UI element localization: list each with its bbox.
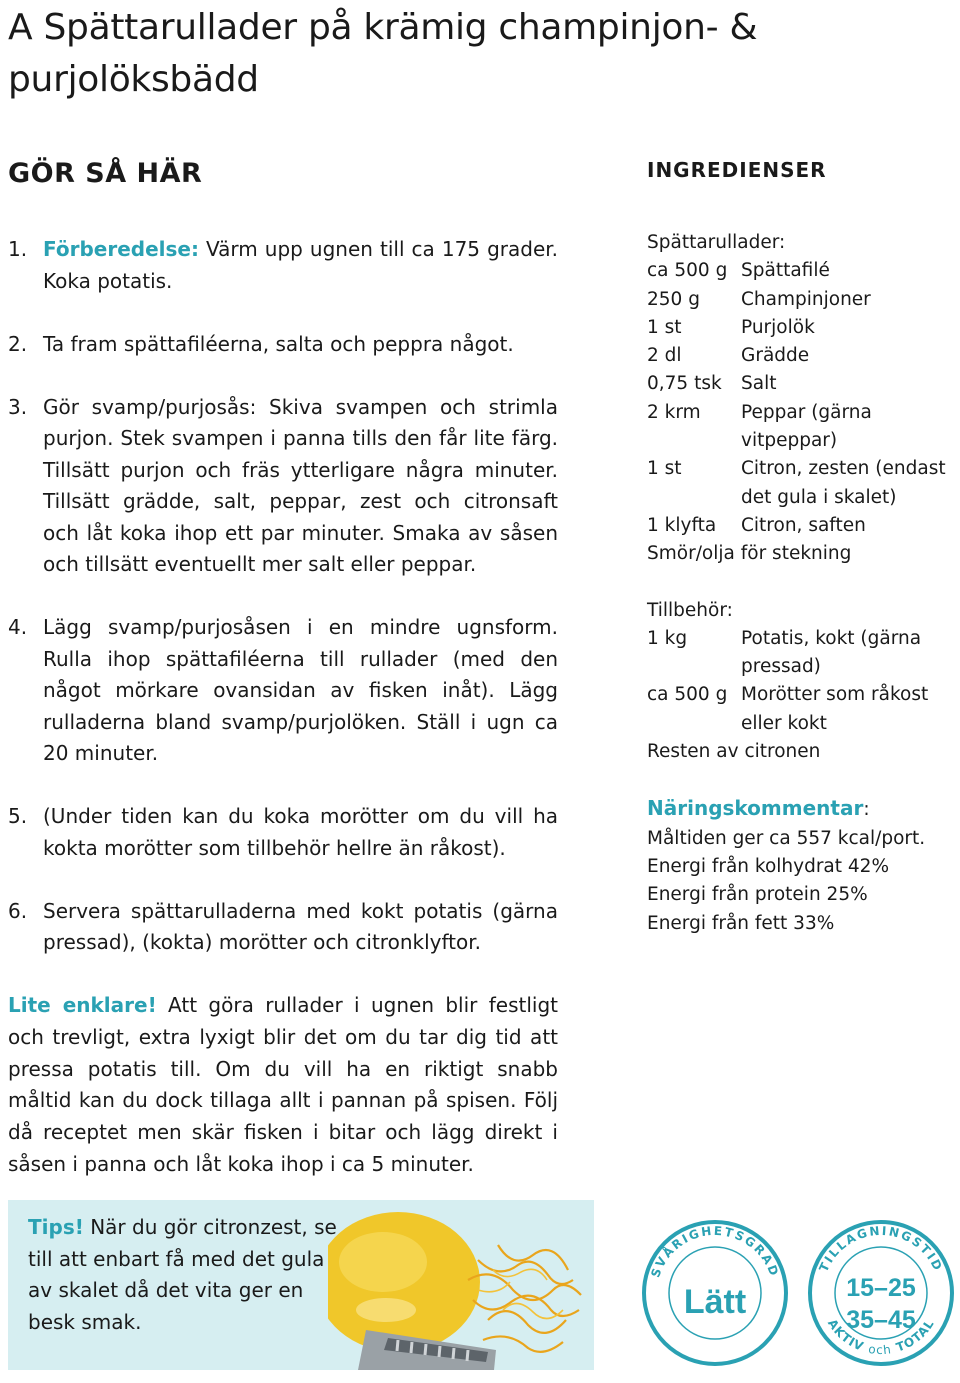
step-text: Servera spättarulladerna med kokt potatis (gärna pressad), (kokta) morötter och citronklyftor. (43, 898, 558, 954)
easier-lead: Lite enklare! (8, 993, 157, 1017)
difficulty-arc-label: SVÅRIGHETSGRAD (648, 1223, 782, 1280)
step-2 (8, 329, 558, 361)
nutrition-colon: : (863, 799, 870, 821)
tips-text (28, 1212, 338, 1338)
nutrition-line: Måltiden ger ca 557 kcal/port. (647, 827, 926, 849)
ingredient-qty: 1 st (647, 316, 682, 338)
recipe-title: A Spättarullader på krämig champinjon- & purjolöksbädd (8, 7, 758, 100)
step-number: 3. (8, 394, 28, 419)
ingredient-name: Grädde (741, 345, 810, 367)
step-number: 5. (8, 804, 28, 828)
ingredient-name: Citron, saften (741, 514, 866, 536)
ingredients-main-heading: Spättarullader: (647, 232, 786, 253)
time-arc-top-label: TILLAGNINGSTID (816, 1223, 946, 1275)
ingredient-name: Citron, zesten (endast det gula i skalet) (741, 458, 946, 508)
tips-box (8, 1200, 594, 1370)
total-time-value: 35–45 (846, 1306, 916, 1334)
step-text (43, 234, 558, 297)
nutrition-title: Näringskommentar (647, 796, 864, 821)
difficulty-badge (640, 1218, 790, 1368)
side-dish-row (647, 625, 957, 682)
spacer (647, 569, 957, 597)
ingredient-row (647, 399, 957, 456)
ingredient-row (647, 342, 957, 370)
easier-text: Att göra rullader i ugnen blir festligt och trevligt, extra lyxigt blir det om du tar dig tid att pressa potatis till. Om du vill ha en riktigt snabb måltid kan du dock tillaga allt i pannan på spisen. Följ då receptet men skär fisken i bitar och lägg direkt i såsen i panna och låt koka ihop i ca 5 minuter. (8, 993, 558, 1176)
easier-note (8, 990, 558, 1181)
step-number: 2. (8, 331, 28, 356)
nutrition-heading (647, 794, 957, 824)
step-number: 1. (8, 237, 28, 261)
ingredient-qty: 1 klyfta (647, 514, 717, 536)
step-5 (8, 801, 558, 864)
and-label: och (867, 1341, 893, 1358)
ingredient-qty: 1 st (647, 458, 682, 480)
ingredient-extra: Smör/olja för stekning (647, 543, 852, 565)
step-number: 4. (8, 615, 28, 639)
ingredient-qty: 2 krm (647, 401, 701, 423)
step-lead: Förberedelse: (43, 237, 199, 261)
active-time-value: 15–25 (846, 1274, 916, 1302)
step-text: Lägg svamp/purjosåsen i en mindre ugnsform. Rulla ihop spättafiléerna till rullader (med den något mörkare ovansidan av fisken inåt). Lägg rulladerna bland svamp/purjolöken. Ställ i ugn ca 20 minuter. (43, 615, 558, 765)
lemon-zester-photo (328, 1200, 594, 1370)
side-dishes-heading: Tillbehör: (647, 599, 733, 621)
ingredients-list (647, 229, 957, 938)
step-body: Värm upp ugnen till ca 175 grader. Koka potatis. (43, 237, 558, 293)
total-label: TOTAL (894, 1316, 938, 1355)
side-dish-extra: Resten av citronen (647, 741, 821, 763)
ingredient-qty: ca 500 g (647, 260, 728, 282)
ingredients-heading: INGREDIENSER (647, 158, 827, 182)
ingredient-name: Salt (741, 373, 777, 395)
nutrition-line: Energi från fett 33% (647, 912, 835, 934)
ingredient-qty: 2 dl (647, 345, 682, 367)
tips-body: När du gör citronzest, se till att enbart få med det gula av skalet då det vita ger en besk smak. (28, 1215, 337, 1334)
step-text: Ta fram spättafiléerna, salta och peppra något. (43, 331, 514, 356)
side-dish-row (647, 681, 957, 738)
spacer (647, 766, 957, 794)
ingredient-row (647, 370, 957, 398)
ingredient-row (647, 455, 957, 512)
tips-lead: Tips! (28, 1215, 84, 1239)
method-steps (8, 234, 558, 990)
step-text: (Under tiden kan du koka morötter om du vill ha kokta morötter som tillbehör hellre än råkost). (43, 804, 558, 860)
ingredient-row (647, 512, 957, 540)
ingredient-name: Champinjoner (741, 288, 871, 310)
ingredient-name: Potatis, kokt (gärna pressad) (741, 627, 922, 678)
ingredient-name: Spättafilé (741, 260, 830, 282)
ingredient-name: Morötter som råkost eller kokt (741, 684, 929, 734)
ingredient-qty: 1 kg (647, 627, 688, 649)
nutrition-line: Energi från protein 25% (647, 884, 868, 906)
step-number: 6. (8, 898, 28, 923)
step-4 (8, 612, 558, 770)
ingredient-row (647, 314, 957, 342)
step-text: Gör svamp/purjosås: Skiva svampen och strimla purjon. Stek svampen i panna tills den får lite färg. Tillsätt purjon och fräs ytterligare några minuter. Tillsätt grädde, salt, peppar, zest och citronsaft och låt koka ihop ett par minuter. Smaka av såsen och tillsätt eventuellt mer salt eller peppar. (43, 394, 558, 576)
step-3 (8, 392, 558, 581)
ingredient-qty: ca 500 g (647, 684, 728, 706)
nutrition-line: Energi från kolhydrat 42% (647, 855, 890, 877)
active-label: AKTIV (824, 1316, 867, 1354)
ingredient-row (647, 286, 957, 314)
ingredient-qty: 0,75 tsk (647, 373, 722, 395)
ingredient-row (647, 257, 957, 285)
ingredient-qty: 250 g (647, 288, 700, 310)
ingredient-name: Peppar (gärna vitpeppar) (741, 401, 872, 452)
step-6 (8, 896, 558, 959)
difficulty-value: Lätt (683, 1283, 747, 1321)
cooking-time-badge (806, 1218, 956, 1368)
method-heading: GÖR SÅ HÄR (8, 158, 203, 189)
step-1 (8, 234, 558, 297)
ingredient-name: Purjolök (741, 316, 815, 338)
